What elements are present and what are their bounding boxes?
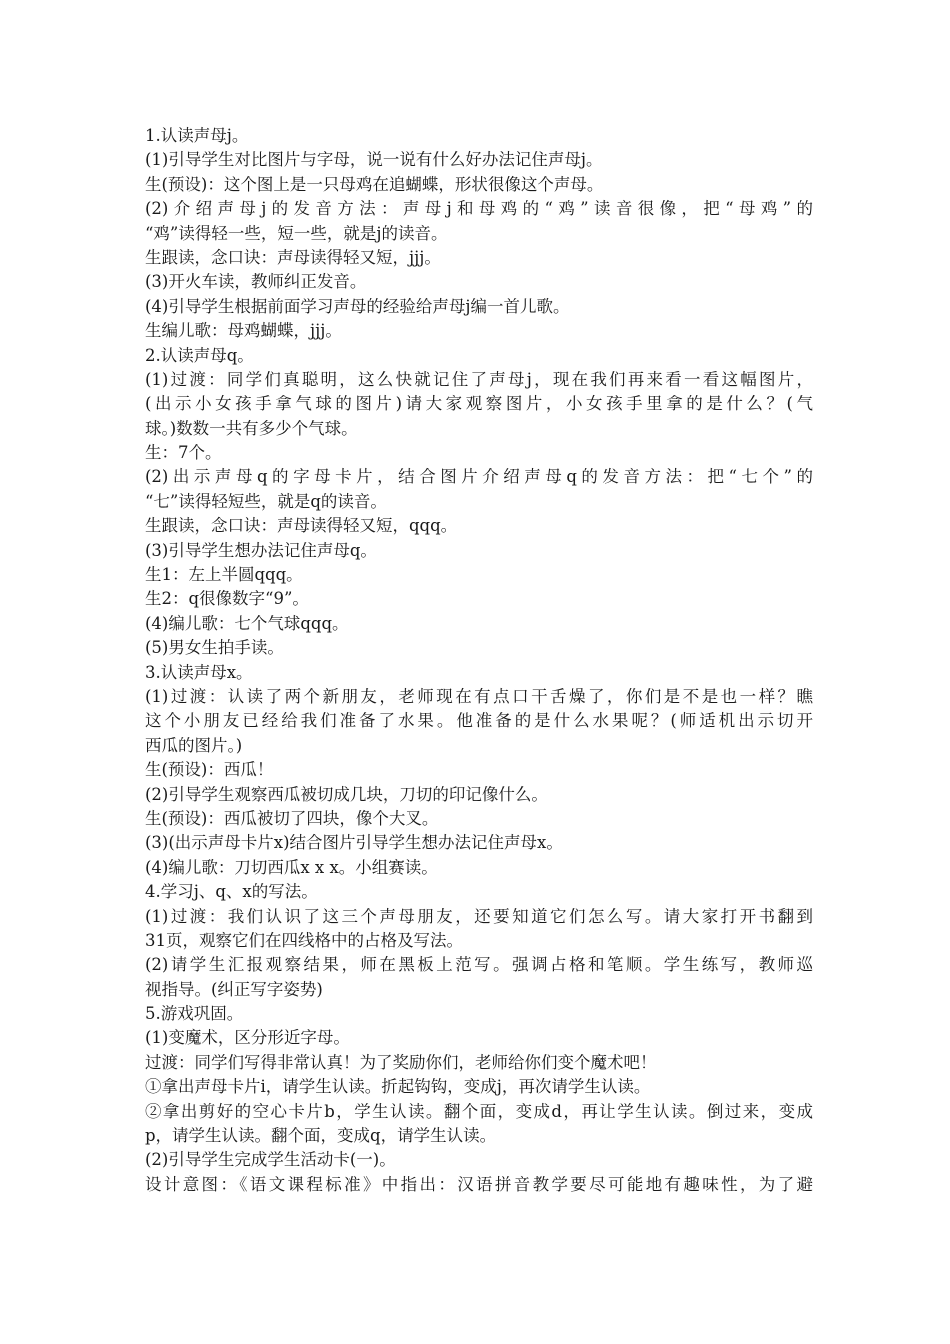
text-line: 生(预设)：这个图上是一只母鸡在追蝴蝶，形状很像这个声母。 (145, 174, 604, 194)
text-line: (2)引导学生完成学生活动卡(一)。 (145, 1150, 396, 1170)
text-line: 生跟读，念口诀：声母读得轻又短，jjj。 (145, 247, 441, 267)
text-line: 生：7个。 (145, 443, 222, 463)
text-line: 生1：左上半圆qqq。 (145, 565, 303, 585)
text-line: (1)变魔术，区分形近字母。 (145, 1028, 350, 1048)
text-line: 1.认读声母j。 (145, 126, 249, 145)
document-body (145, 124, 813, 1197)
text-line: (3)引导学生想办法记住声母q。 (145, 540, 377, 560)
text-line: (2)出示声母q的字母卡片，结合图片介绍声母q的发音方法：把“七个”的 (145, 467, 813, 487)
text-line: “七”读得轻短些，就是q的读音。 (145, 491, 387, 511)
text-line: 31页，观察它们在四线格中的占格及写法。 (145, 930, 463, 950)
text-line: (1)过渡：认读了两个新朋友，老师现在有点口干舌燥了，你们是不是也一样？瞧 (145, 686, 813, 706)
text-line: (1)过渡：同学们真聪明，这么快就记住了声母j，现在我们再来看一看这幅图片， (145, 369, 813, 389)
text-line: 3.认读声母x。 (145, 662, 253, 682)
text-line: 5.游戏巩固。 (145, 1004, 244, 1024)
text-line: (4)引导学生根据前面学习声母的经验给声母j编一首儿歌。 (145, 296, 570, 316)
text-line: (1)引导学生对比图片与字母，说一说有什么好办法记住声母j。 (145, 150, 603, 170)
text-line: (出示小女孩手拿气球的图片)请大家观察图片，小女孩手里拿的是什么？(气 (145, 394, 813, 414)
text-line: (4)编儿歌：七个气球qqq。 (145, 613, 349, 633)
text-line: 4.学习j、q、x的写法。 (145, 882, 318, 902)
text-line: 视指导。(纠正写字姿势) (145, 979, 323, 999)
text-line: p，请学生认读。翻个面，变成q，请学生认读。 (145, 1126, 497, 1146)
text-line: (2)引导学生观察西瓜被切成几块，刀切的印记像什么。 (145, 784, 548, 804)
text-line: 过渡：同学们写得非常认真！为了奖励你们，老师给你们变个魔术吧！ (145, 1052, 657, 1072)
text-line: “鸡”读得轻一些，短一些，就是j的读音。 (145, 223, 448, 243)
text-line: 生(预设)：西瓜！ (145, 760, 274, 780)
text-line: 球。)数数一共有多少个气球。 (145, 418, 358, 438)
text-line: (3)(出示声母卡片x)结合图片引导学生想办法记住声母x。 (145, 833, 563, 853)
text-line: 生编儿歌：母鸡蝴蝶，jjj。 (145, 321, 342, 341)
text-line: ②拿出剪好的空心卡片b，学生认读。翻个面，变成d，再让学生认读。倒过来，变成 (145, 1101, 813, 1121)
text-line: (1)过渡：我们认识了这三个声母朋友，还要知道它们怎么写。请大家打开书翻到 (145, 906, 813, 926)
text-line: 2.认读声母q。 (145, 345, 254, 365)
text-line: ①拿出声母卡片i，请学生认读。折起钩钩，变成j，再次请学生认读。 (145, 1077, 651, 1097)
text-line: 生跟读，念口诀：声母读得轻又短，qqq。 (145, 516, 458, 536)
text-line: 设计意图：《语文课程标准》中指出：汉语拼音教学要尽可能地有趣味性，为了避 (145, 1174, 813, 1194)
text-line: 生2：q很像数字“9”。 (145, 589, 309, 609)
text-line: (3)开火车读，教师纠正发音。 (145, 272, 367, 292)
text-line: (2)请学生汇报观察结果，师在黑板上范写。强调占格和笔顺。学生练写，教师巡 (145, 955, 813, 975)
text-line: 西瓜的图片。) (145, 735, 243, 755)
text-line: (2)介绍声母j的发音方法：声母j和母鸡的“鸡”读音很像，把“母鸡”的 (145, 199, 813, 219)
text-line: 这个小朋友已经给我们准备了水果。他准备的是什么水果呢？(师适机出示切开 (145, 711, 813, 731)
text-line: (5)男女生拍手读。 (145, 638, 284, 658)
text-line: (4)编儿歌：刀切西瓜x x x。小组赛读。 (145, 857, 438, 877)
text-line: 生(预设)：西瓜被切了四块，像个大叉。 (145, 808, 439, 828)
